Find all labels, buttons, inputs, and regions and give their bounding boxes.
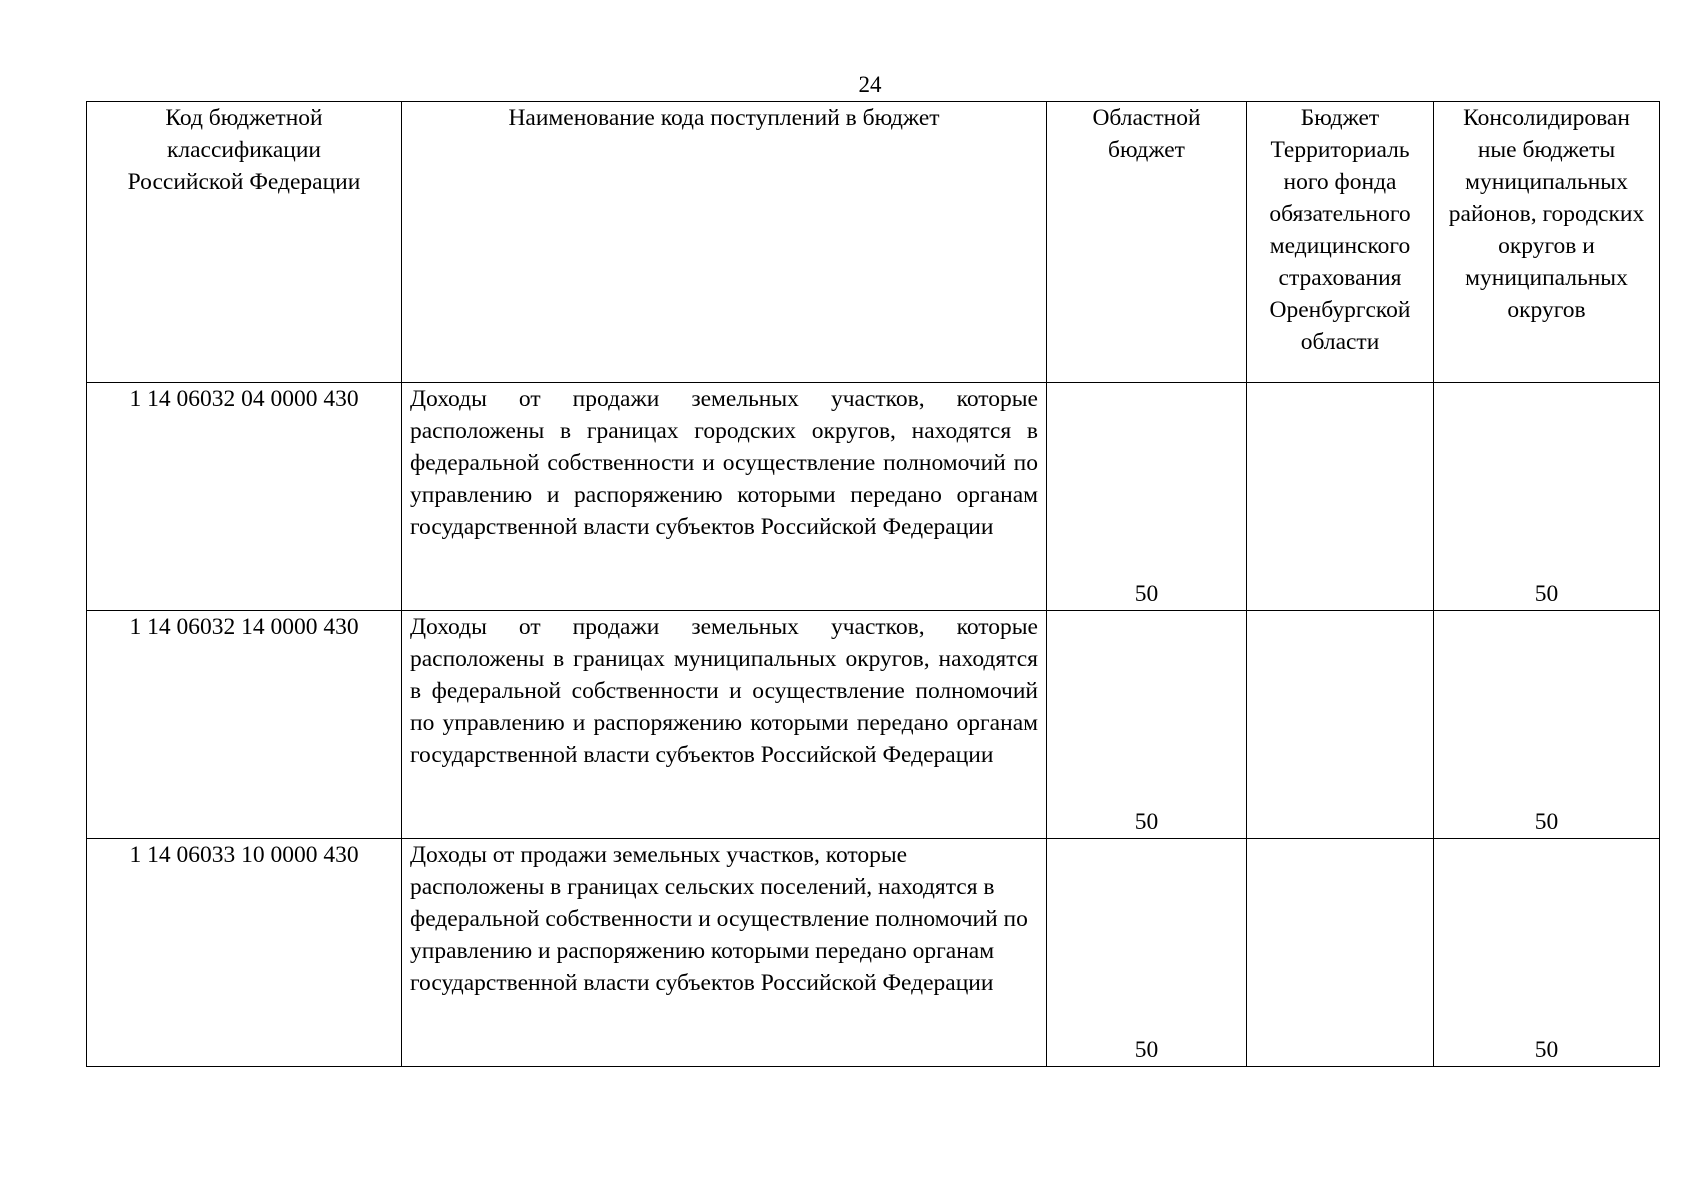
row-regional-value: 50 [1047, 383, 1247, 611]
header-name: Наименование кода поступлений в бюджет [402, 102, 1047, 383]
row-municipal-value: 50 [1434, 839, 1660, 1067]
row-code: 1 14 06032 14 0000 430 [87, 611, 402, 839]
header-tfoms-budget: Бюджет Территориаль ного фонда обязательного медицинского страхования Оренбургской области [1247, 102, 1434, 383]
row-regional-value: 50 [1047, 839, 1247, 1067]
table-row [87, 611, 1660, 839]
header-regional-budget: Областной бюджет [1047, 102, 1247, 383]
row-code: 1 14 06032 04 0000 430 [87, 383, 402, 611]
table-row [87, 383, 1660, 611]
row-name: Доходы от продажи земельных участков, которые расположены в границах городских округов, находятся в федеральной собственности и осуществление полномочий по управлению и распоряжению которыми передано органам государственной власти субъектов Российской Федерации [402, 383, 1047, 611]
table-header-row [87, 102, 1660, 383]
row-code: 1 14 06033 10 0000 430 [87, 839, 402, 1067]
row-tfoms-value [1247, 611, 1434, 839]
budget-revenue-table [86, 101, 1660, 1067]
row-tfoms-value [1247, 839, 1434, 1067]
row-municipal-value: 50 [1434, 383, 1660, 611]
row-regional-value: 50 [1047, 611, 1247, 839]
header-municipal-budgets: Консолидирован ные бюджеты муниципальных районов, городских округов и муниципальных округов [1434, 102, 1660, 383]
header-code: Код бюджетной классификации Российской Федерации [87, 102, 402, 383]
row-name: Доходы от продажи земельных участков, которые расположены в границах сельских поселений, находятся в федеральной собственности и осуществление полномочий по управлению и распоряжению которыми передано органам государственной власти субъектов Российской Федерации [402, 839, 1047, 1067]
page-number: 24 [858, 72, 882, 97]
row-name: Доходы от продажи земельных участков, которые расположены в границах муниципальных округов, находятся в федеральной собственности и осуществление полномочий по управлению и распоряжению которыми передано органам государственной власти субъектов Российской Федерации [402, 611, 1047, 839]
table-row [87, 839, 1660, 1067]
row-municipal-value: 50 [1434, 611, 1660, 839]
row-tfoms-value [1247, 383, 1434, 611]
